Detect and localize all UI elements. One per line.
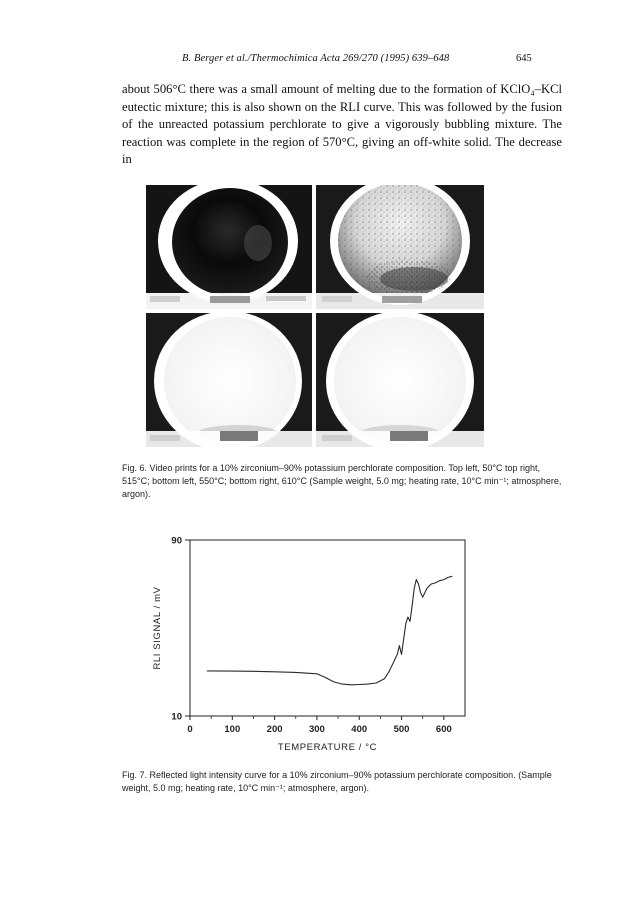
x-tick-label: 0 — [187, 724, 193, 735]
y-tick-labels — [171, 536, 182, 723]
panel-bottom-left — [146, 311, 312, 447]
series-line-0 — [207, 576, 452, 685]
panel-top-right — [316, 185, 484, 309]
figure-6-video-prints — [146, 185, 484, 447]
y-tick-label: 10 — [171, 711, 182, 723]
figure-6-caption: Fig. 6. Video prints for a 10% zirconium–90% potassium perchlorate composition. Top left, 50°C top right, 515°C; bottom left, 550°C; bottom right, 610°C (Sample weight, 5.0 mg; heating rate, 10°C min⁻¹; atmosphere, argon). — [122, 463, 562, 499]
x-tick-label: 500 — [393, 724, 410, 735]
x-tick-label: 300 — [308, 724, 325, 735]
panel-bottom-right — [316, 311, 484, 447]
x-tick-label: 600 — [435, 724, 452, 735]
y-tick-label: 90 — [171, 535, 182, 547]
chart-axes — [185, 540, 465, 720]
x-tick-label: 400 — [351, 724, 368, 735]
figure-7-caption: Fig. 7. Reflected light intensity curve for a 10% zirconium–90% potassium perchlorate composition. (Sample weight, 5.0 mg; heating rate, 10°C min⁻¹; atmosphere, argon). — [122, 770, 552, 793]
y-axis-label: RLI SIGNAL / mV — [152, 586, 163, 670]
x-axis-label: TEMPERATURE / °C — [277, 742, 378, 753]
series-lines — [207, 576, 452, 685]
x-tick-labels — [187, 724, 451, 735]
panel-top-left — [146, 185, 312, 309]
x-tick-label: 100 — [224, 724, 241, 735]
rli-chart-svg — [140, 530, 480, 762]
running-head: B. Berger et al./Thermochimica Acta 269/270 (1995) 639–648 — [182, 53, 450, 64]
page-number: 645 — [516, 53, 532, 64]
video-prints-image — [146, 185, 484, 447]
body-text — [122, 81, 562, 169]
running-header — [0, 53, 624, 69]
body-paragraph: about 506°C there was a small amount of melting due to the formation of KClO₄–KCl eutectic mixture; this is also shown on the RLI curve. This was followed by the fusion of the unreacted potassium perchlorate to give a vigorously bubbling mixture. The reaction was complete in the region of 570°C, giving an off-white solid. The decrease in — [122, 82, 562, 167]
x-tick-label: 200 — [266, 724, 283, 735]
plot-frame — [190, 540, 465, 716]
figure-7-chart — [140, 530, 480, 762]
